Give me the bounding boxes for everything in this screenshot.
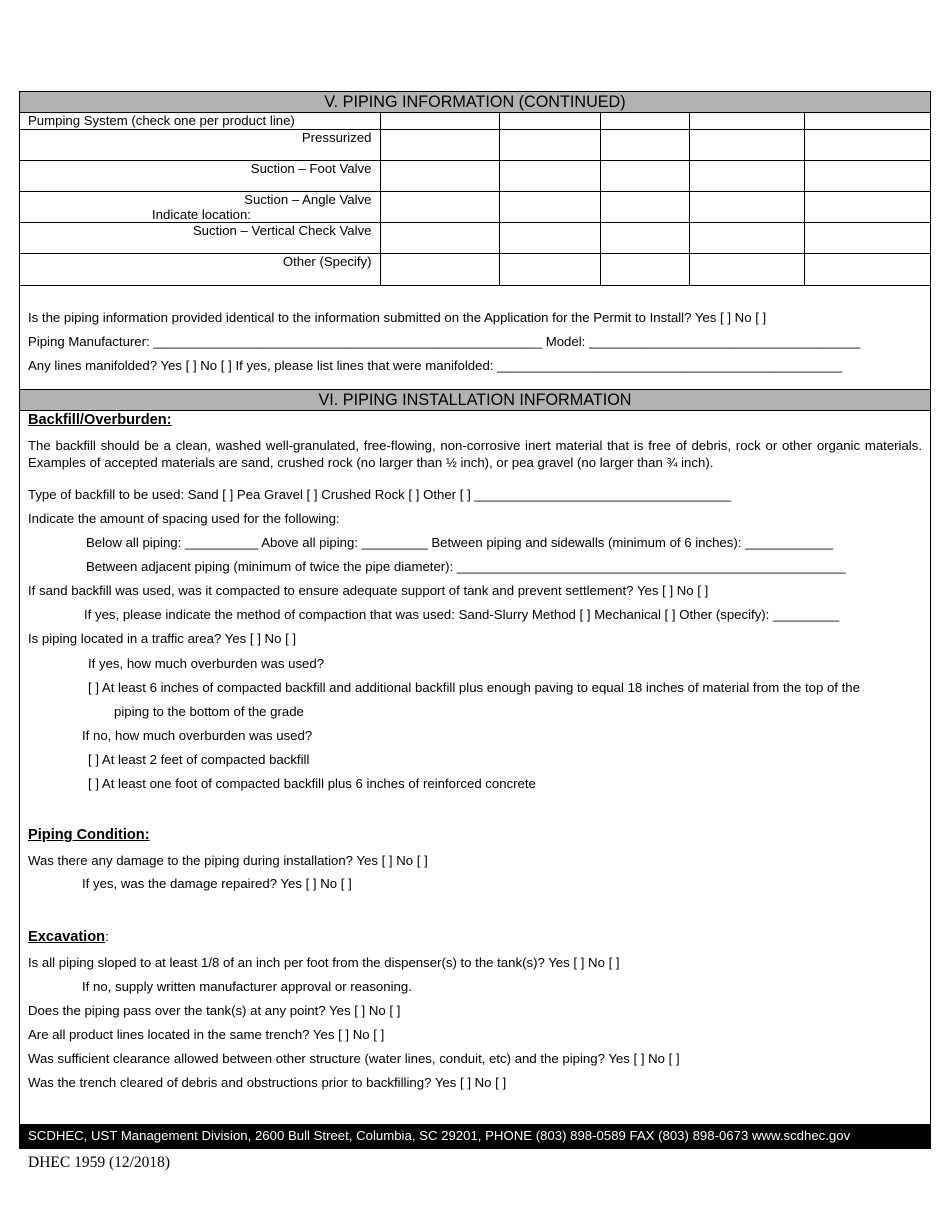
lines-manifolded-question[interactable]: Any lines manifolded? Yes [ ] No [ ] If yes, please list lines that were manifolded: _______________________________________________ <box>28 358 842 373</box>
if-yes-overburden-label: If yes, how much overburden was used? <box>88 656 325 671</box>
form-number: DHEC 1959 (12/2018) <box>28 1154 171 1171</box>
row-label-angle-valve <box>20 191 380 222</box>
checkbox-cell[interactable] <box>380 253 499 285</box>
spacing-below-above-field[interactable]: Below all piping: __________ Above all piping: _________ Between piping and sidewalls (minimum of 6 inches): ____________ <box>86 535 834 550</box>
spacing-adjacent-field[interactable]: Between adjacent piping (minimum of twice the pipe diameter): _____________________________________________________ <box>86 559 846 574</box>
table-header-row <box>20 113 930 129</box>
angle-valve-label: Suction – Angle Valve <box>244 191 372 207</box>
row-label-pressurized: Pressurized <box>20 129 380 160</box>
contact-footer: SCDHEC, UST Management Division, 2600 Bull Street, Columbia, SC 29201, PHONE (803) 898-0589 FAX (803) 898-0673 www.scdhec.gov <box>20 1124 930 1148</box>
table-row <box>20 160 930 191</box>
sloped-note: If no, supply written manufacturer approval or reasoning. <box>82 979 412 994</box>
row-label-foot-valve: Suction – Foot Valve <box>20 160 380 191</box>
table-row <box>20 191 930 222</box>
trench-cleared-question[interactable]: Was the trench cleared of debris and obstructions prior to backfilling? Yes [ ] No [ ] <box>28 1075 507 1090</box>
excavation-heading-line <box>28 929 109 945</box>
overburden-option-6in[interactable]: [ ] At least 6 inches of compacted backfill and additional backfill plus enough paving to equal 18 inches of material from the top of the <box>88 680 860 695</box>
checkbox-cell[interactable] <box>380 160 499 191</box>
identical-info-question[interactable]: Is the piping information provided identical to the information submitted on the Application for the Permit to Install? Yes [ ] No [ ] <box>28 310 767 325</box>
checkbox-cell[interactable] <box>689 129 804 160</box>
table-row <box>20 253 930 285</box>
piping-manufacturer-field[interactable]: Piping Manufacturer: _____________________________________________________ Model: _____________________________________ <box>28 334 861 349</box>
checkbox-cell[interactable] <box>600 129 689 160</box>
product-line-cell[interactable] <box>804 113 930 129</box>
compaction-method-question[interactable]: If yes, please indicate the method of compaction that was used: Sand-Slurry Method [ ] Mechanical [ ] Other (specify): _________ <box>84 607 840 622</box>
backfill-paragraph: The backfill should be a clean, washed well-granulated, free-flowing, non-corrosive inert material that is free of debris, rock or other organic materials. Examples of accepted materials are sand, crushed rock (no larger than ½ inch), or pea gravel (no larger than ¾ inch). <box>28 438 922 470</box>
clearance-question[interactable]: Was sufficient clearance allowed between other structure (water lines, conduit, etc) and the piping? Yes [ ] No [ ] <box>28 1051 680 1066</box>
checkbox-cell[interactable] <box>804 129 930 160</box>
checkbox-cell[interactable] <box>804 160 930 191</box>
checkbox-cell[interactable] <box>689 253 804 285</box>
checkbox-cell[interactable] <box>499 129 600 160</box>
indicate-location-label: Indicate location: <box>152 206 251 222</box>
checkbox-cell[interactable] <box>499 191 600 222</box>
row-label-vertical-check-valve: Suction – Vertical Check Valve <box>20 222 380 253</box>
piping-condition-heading: Piping Condition: <box>28 827 150 843</box>
overburden-option-1ft[interactable]: [ ] At least one foot of compacted backfill plus 6 inches of reinforced concrete <box>88 776 536 791</box>
checkbox-cell[interactable] <box>600 160 689 191</box>
section-6 <box>20 389 930 411</box>
sand-compacted-question[interactable]: If sand backfill was used, was it compacted to ensure adequate support of tank and prevent settlement? Yes [ ] No [ ] <box>28 583 709 598</box>
checkbox-cell[interactable] <box>600 191 689 222</box>
section-6-title: VI. PIPING INSTALLATION INFORMATION <box>20 390 930 411</box>
traffic-area-question[interactable]: Is piping located in a traffic area? Yes [ ] No [ ] <box>28 631 297 646</box>
checkbox-cell[interactable] <box>804 191 930 222</box>
sloped-question[interactable]: Is all piping sloped to at least 1/8 of an inch per foot from the dispenser(s) to the tank(s)? Yes [ ] No [ ] <box>28 955 620 970</box>
excavation-heading: Excavation <box>28 929 106 945</box>
checkbox-cell[interactable] <box>804 253 930 285</box>
row-label-other: Other (Specify) <box>20 253 380 285</box>
checkbox-cell[interactable] <box>600 222 689 253</box>
backfill-type-question[interactable]: Type of backfill to be used: Sand [ ] Pea Gravel [ ] Crushed Rock [ ] Other [ ] ___________________________________ <box>28 487 732 502</box>
backfill-heading: Backfill/Overburden: <box>28 412 172 428</box>
same-trench-question[interactable]: Are all product lines located in the same trench? Yes [ ] No [ ] <box>28 1027 385 1042</box>
product-line-cell[interactable] <box>600 113 689 129</box>
spacing-intro: Indicate the amount of spacing used for the following: <box>28 511 340 526</box>
table-row <box>20 129 930 160</box>
damage-question[interactable]: Was there any damage to the piping during installation? Yes [ ] No [ ] <box>28 853 428 868</box>
product-line-cell[interactable] <box>499 113 600 129</box>
checkbox-cell[interactable] <box>499 160 600 191</box>
checkbox-cell[interactable] <box>689 191 804 222</box>
damage-repaired-question[interactable]: If yes, was the damage repaired? Yes [ ] No [ ] <box>82 876 352 891</box>
product-line-cell[interactable] <box>380 113 499 129</box>
section-5-title: V. PIPING INFORMATION (CONTINUED) <box>20 92 930 113</box>
if-no-overburden-label: If no, how much overburden was used? <box>82 728 313 743</box>
checkbox-cell[interactable] <box>499 222 600 253</box>
checkbox-cell[interactable] <box>689 222 804 253</box>
checkbox-cell[interactable] <box>380 222 499 253</box>
checkbox-cell[interactable] <box>380 191 499 222</box>
pumping-system-table <box>20 113 930 286</box>
checkbox-cell[interactable] <box>499 253 600 285</box>
product-line-cell[interactable] <box>689 113 804 129</box>
overburden-option-2ft[interactable]: [ ] At least 2 feet of compacted backfill <box>88 752 310 767</box>
pumping-system-label: Pumping System (check one per product line) <box>20 113 380 129</box>
piping-form <box>19 91 931 1149</box>
overburden-option-6in-cont: piping to the bottom of the grade <box>114 704 304 719</box>
pass-over-question[interactable]: Does the piping pass over the tank(s) at any point? Yes [ ] No [ ] <box>28 1003 401 1018</box>
checkbox-cell[interactable] <box>380 129 499 160</box>
excavation-colon: : <box>105 929 109 944</box>
table-row <box>20 222 930 253</box>
checkbox-cell[interactable] <box>689 160 804 191</box>
checkbox-cell[interactable] <box>804 222 930 253</box>
checkbox-cell[interactable] <box>600 253 689 285</box>
